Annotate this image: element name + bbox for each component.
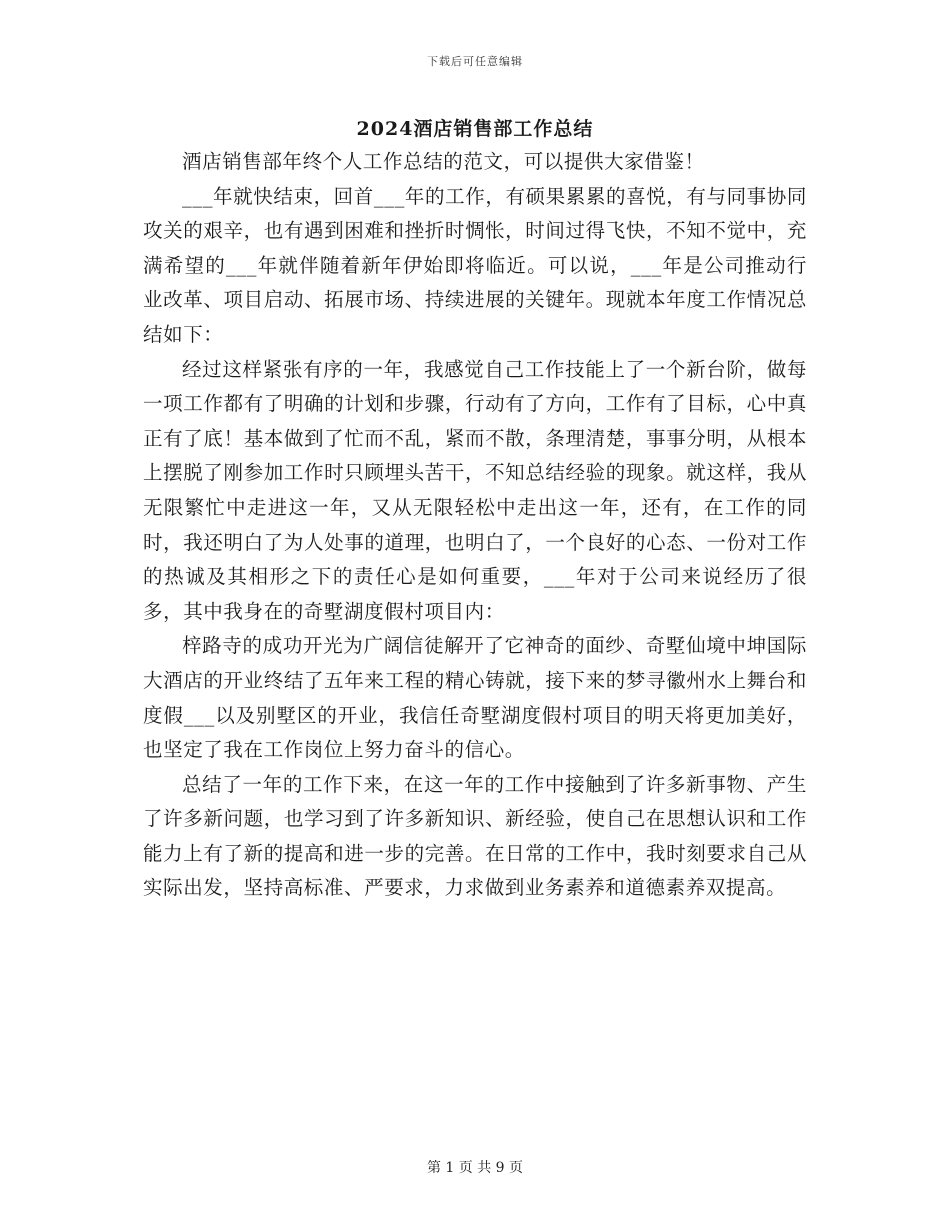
paragraph-year-review: ___年就快结束，回首___年的工作，有硕果累累的喜悦，有与同事协同攻关的艰辛，也有遇到困难和挫折时惆怅，时间过得飞快，不知不觉中，充满希望的___年就伴随着新年伊始即将临近。可以说，___年是公司推动行业改革、项目启动、拓展市场、持续进展的关键年。现就本年度工作情况总结如下：: [143, 184, 807, 346]
document-title: 2024酒店销售部工作总结: [356, 118, 594, 140]
page-header-note: 下载后可任意编辑: [427, 55, 523, 68]
paragraph-intro: 酒店销售部年终个人工作总结的范文，可以提供大家借鉴！: [182, 150, 705, 173]
page-number: 第 1 页 共 9 页: [426, 1160, 524, 1176]
paragraph-summary: 总结了一年的工作下来，在这一年的工作中接触到了许多新事物、产生了许多新问题，也学习到了许多新知识、新经验，使自己在思想认识和工作能力上有了新的提高和进一步的完善。在日常的工作中，我时刻要求自己从实际出发，坚持高标准、严要求，力求做到业务素养和道德素养双提高。: [143, 772, 807, 900]
paragraph-skills: 经过这样紧张有序的一年，我感觉自己工作技能上了一个新台阶，做每一项工作都有了明确的计划和步骤，行动有了方向，工作有了目标，心中真正有了底！基本做到了忙而不乱，紧而不散，条理清楚，事事分明，从根本上摆脱了刚参加工作时只顾埋头苦干，不知总结经验的现象。就这样，我从无限繁忙中走进这一年，又从无限轻松中走出这一年，还有，在工作的同时，我还明白了为人处事的道理，也明白了，一个良好的心态、一份对工作的热诚及其相形之下的责任心是如何重要，___年对于公司来说经历了很多，其中我身在的奇墅湖度假村项目内：: [143, 357, 807, 623]
document-body: [143, 145, 807, 906]
paragraph-project: 梓路寺的成功开光为广阔信徒解开了它神奇的面纱、奇墅仙境中坤国际大酒店的开业终结了五年来工程的精心铸就，接下来的梦寻徽州水上舞台和度假___以及别墅区的开业，我信任奇墅湖度假村项目的明天将更加美好，也坚定了我在工作岗位上努力奋斗的信心。: [143, 634, 807, 762]
